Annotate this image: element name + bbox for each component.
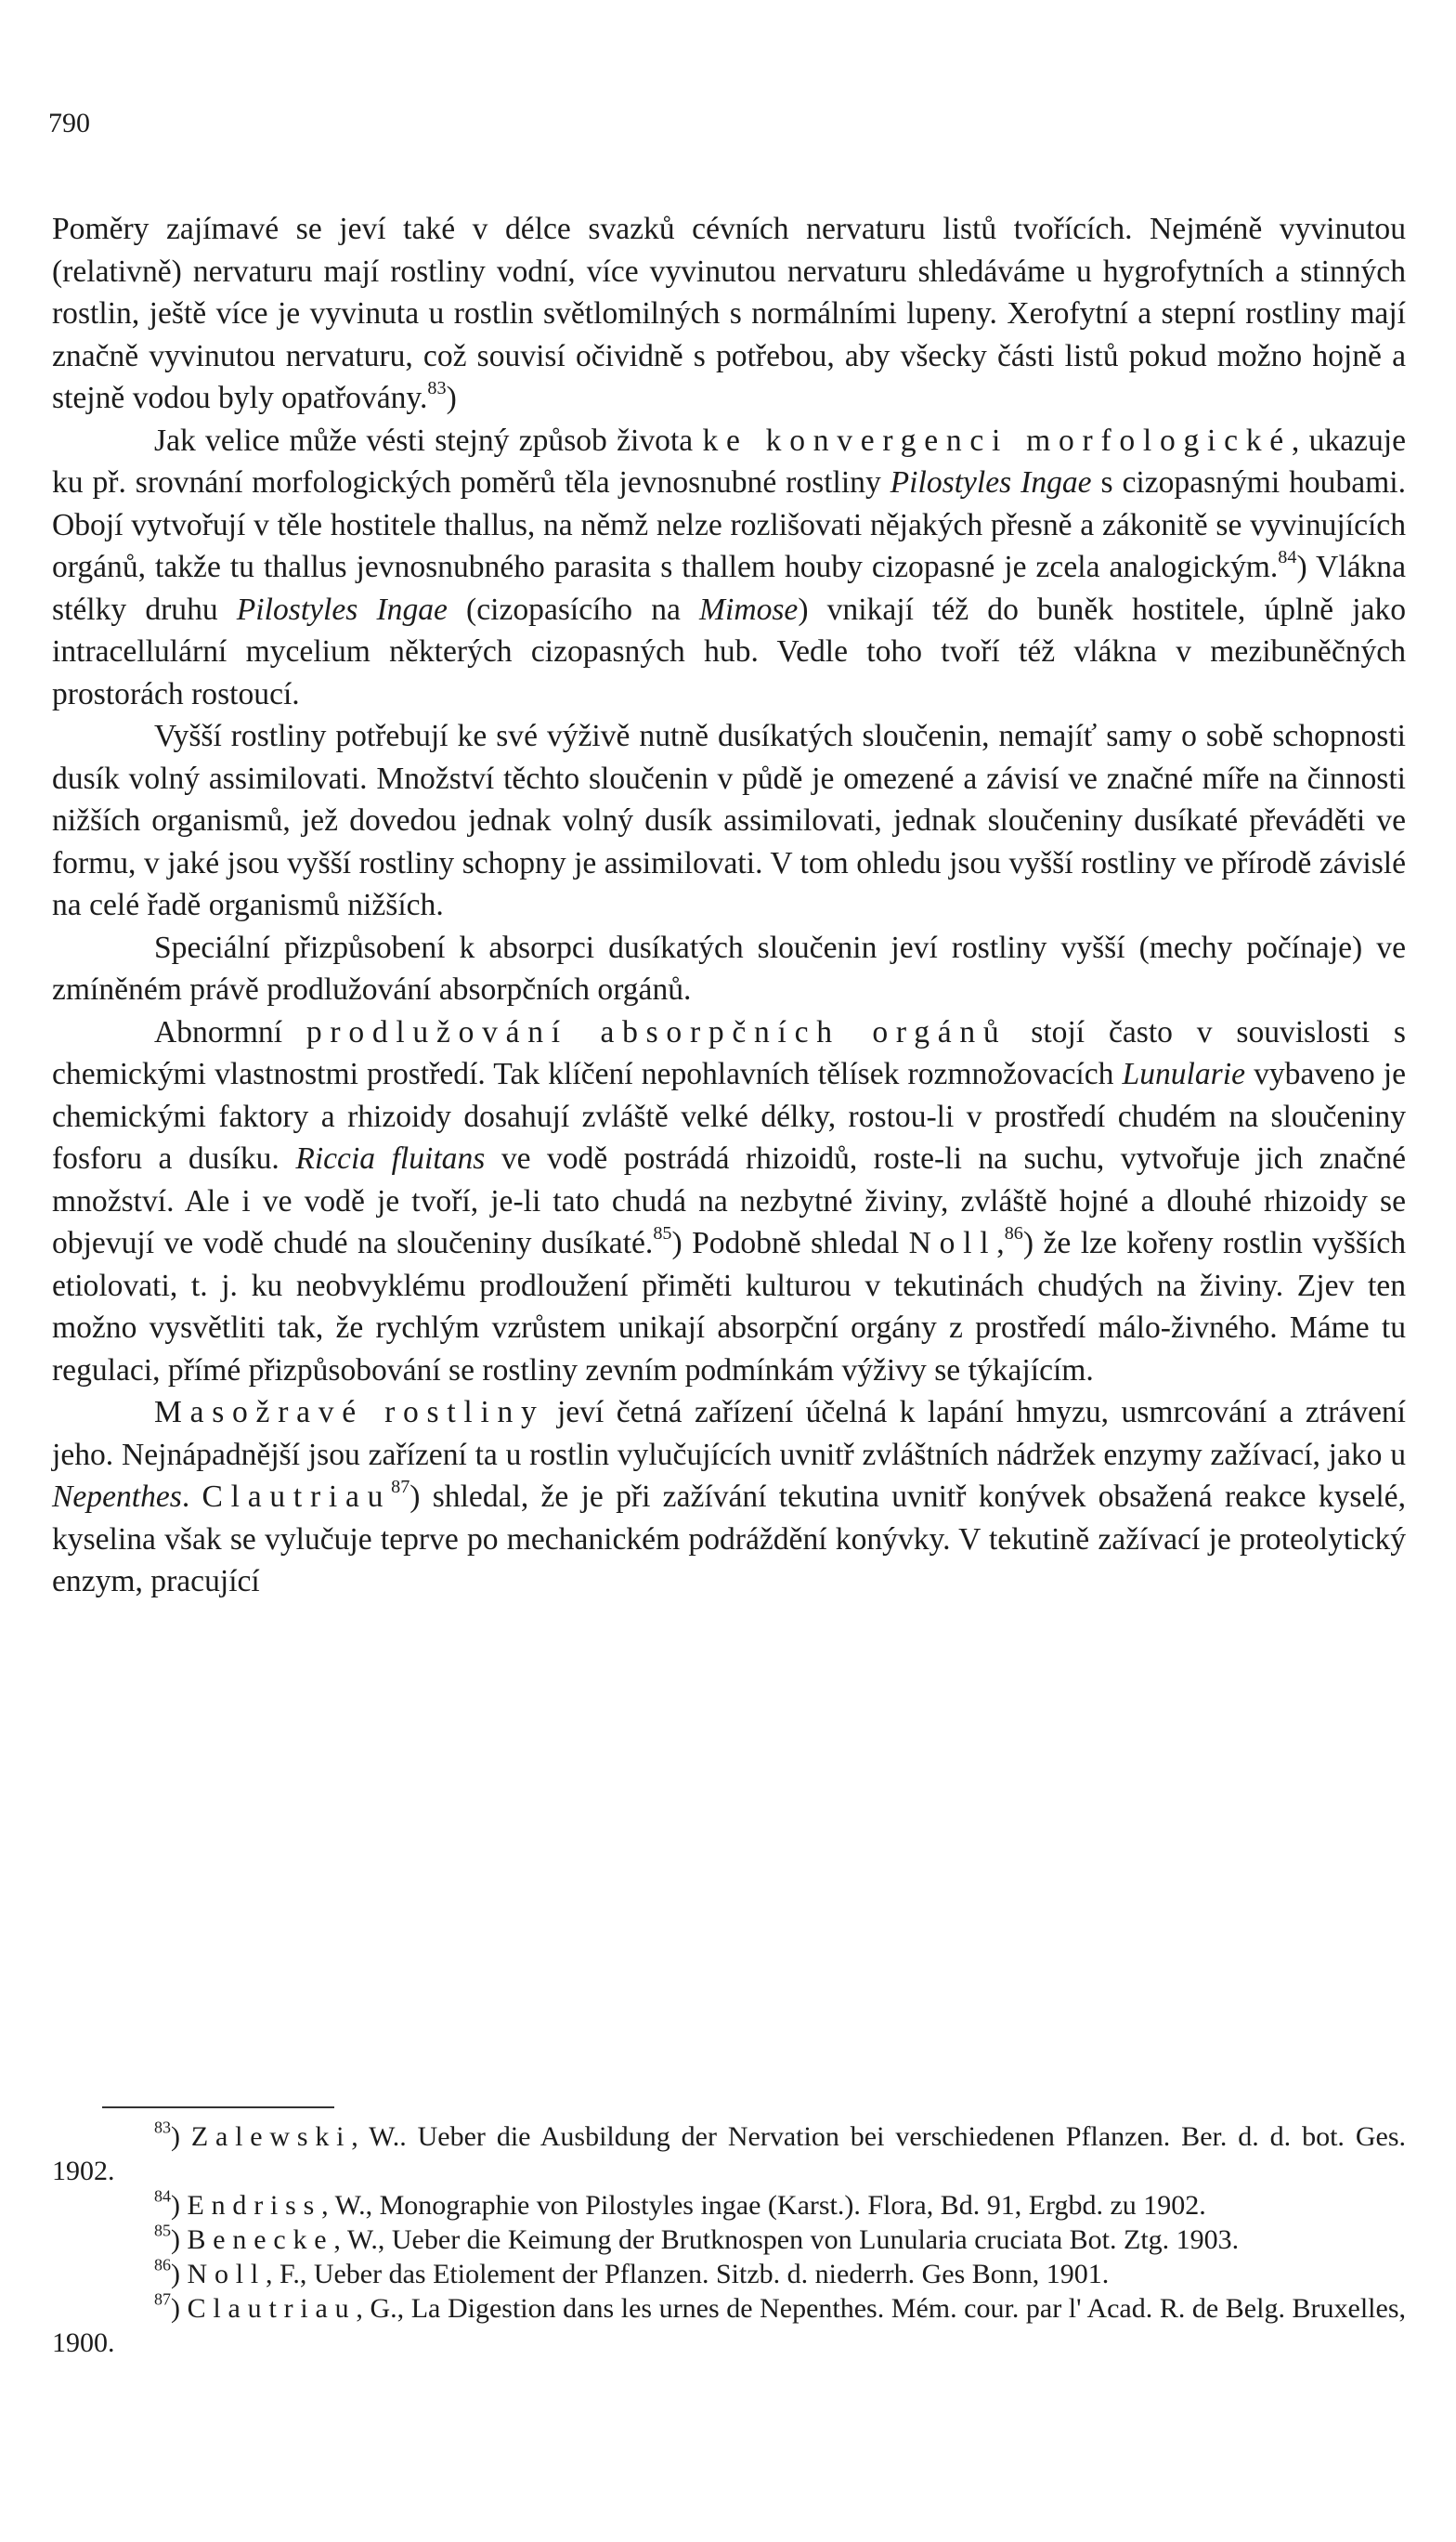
text-run: , W., Ueber die Keimung der Brutknospen von Lunularia cruciata Bot. Ztg. 1903. bbox=[333, 2224, 1240, 2255]
text-run: ) vnikají též do buněk hostitele, úplně jako intracellulární mycelium některých cizopasných hub. Vedle toho tvoří též vlákna v mezibuněčných prostorách rostoucí. bbox=[52, 592, 1406, 711]
spaced-emphasis: Noll bbox=[908, 1226, 997, 1260]
paragraph bbox=[52, 927, 1406, 1011]
paragraph bbox=[52, 420, 1406, 716]
footnote bbox=[52, 2188, 1406, 2223]
spaced-emphasis: Endriss bbox=[187, 2190, 322, 2221]
spaced-emphasis: Clautriau bbox=[187, 2293, 357, 2324]
paragraph bbox=[52, 1011, 1406, 1392]
text-run: ) Vlákna stélky druhu bbox=[52, 550, 1406, 627]
footnote bbox=[52, 2257, 1406, 2291]
reference-number: 87 bbox=[391, 1476, 410, 1497]
spaced-emphasis: Benecke bbox=[187, 2224, 334, 2255]
footnote bbox=[52, 2223, 1406, 2257]
text-run: (cizopasícího na bbox=[447, 592, 700, 627]
footnote bbox=[52, 2291, 1406, 2360]
paragraph bbox=[52, 208, 1406, 420]
text-run: Jak velice může vésti stejný způsob života bbox=[154, 423, 703, 458]
text-run: ) bbox=[171, 2121, 191, 2152]
spaced-emphasis: Clautriau bbox=[202, 1480, 392, 1514]
taxon-name: Lunularie bbox=[1122, 1057, 1245, 1091]
text-run: , G., La Digestion dans les urnes de Nepenthes. Mém. cour. par l' Acad. R. de Belg. Bruxelles, 1900. bbox=[52, 2293, 1406, 2358]
text-run: Poměry zajímavé se jeví také v délce svazků cévních nervaturu listů tvořících. Nejméně vyvinutou (relativně) nervaturu mají rostliny vodní, více vyvinutou nervaturu shledáváme u hygrofytních a stinných rostlin, ještě více je vyvinuta u rostlin světlomilných s normálními lupeny. Xerofytní a stepní rostliny mají značně vyvinutou nervaturu, což souvisí očividně s potřebou, aby všecky části listů pokud možno hojně a stejně vodou byly opatřovány. bbox=[52, 212, 1406, 415]
text-run: , F., Ueber das Etiolement der Pflanzen. Sitzb. d. niederrh. Ges Bonn, 1901. bbox=[266, 2259, 1110, 2289]
text-run: ) bbox=[171, 2293, 188, 2324]
text-run: Abnormní bbox=[154, 1014, 306, 1049]
spaced-emphasis: Noll bbox=[187, 2259, 266, 2289]
reference-number: 87 bbox=[154, 2289, 171, 2309]
text-run: , W.. Ueber die Ausbildung der Nervation bei verschiedenen Pflanzen. Ber. d. d. bot. Ges. 1902. bbox=[52, 2121, 1406, 2186]
page-number: 790 bbox=[48, 108, 90, 138]
text-run: jeví četná zařízení účelná k lapání hmyzu, usmrcování a ztrávení jeho. Nejnápadnější jsou zařízení ta u rostlin vylučujících uvnitř zvláštních nádržek enzymy zažívací, jako u bbox=[52, 1395, 1406, 1472]
text-run: s cizopasnými houbami. Obojí vytvořují v těle hostitele thallus, na němž nelze rozlišovati nějakých přesně a zákonitě se vyvinujících orgánů, takže tu thallus jevnosnubného parasita s thallem houby cizopasné je zcela analogickým. bbox=[52, 465, 1406, 584]
text-run: Speciální přizpůsobení k absorpci dusíkatých sloučenin jeví rostliny vyšší (mechy počínaje) ve zmíněném právě prodlužování absorpčních orgánů. bbox=[52, 930, 1406, 1007]
text-run: ve vodě postrádá rhizoidů, roste-li na suchu, vytvořuje jich značné množství. Ale i ve vodě je tvoří, je-li tato chudá na nezbytné živiny, zvláště hojné a dlouhé rhizoidy se objevují ve vodě chudé na sloučeniny dusíkaté. bbox=[52, 1141, 1407, 1260]
text-run: , bbox=[996, 1226, 1005, 1260]
paragraph bbox=[52, 715, 1406, 927]
reference-number: 84 bbox=[154, 2186, 171, 2206]
text-run: vybaveno je chemickými faktory a rhizoidy dosahují zvláště velké délky, rostou-li v prostředí chudém na sloučeniny fosforu a dusíku. bbox=[52, 1057, 1406, 1176]
reference-number: 84 bbox=[1278, 546, 1297, 567]
reference-number: 86 bbox=[154, 2255, 171, 2275]
spaced-emphasis: Zalewski bbox=[190, 2121, 352, 2152]
footnote bbox=[52, 2119, 1406, 2188]
spaced-emphasis: prodlužování absorpčních orgánů bbox=[306, 1014, 1008, 1049]
text-run: ) bbox=[171, 2224, 188, 2255]
text-run: , ukazuje ku př. srovnání morfologických poměrů těla jevnosnubné rostliny bbox=[52, 423, 1406, 500]
taxon-name: Nepenthes bbox=[52, 1480, 182, 1514]
footnote-divider bbox=[102, 2106, 334, 2108]
reference-number: 83 bbox=[154, 2118, 171, 2137]
text-run: Vyšší rostliny potřebují ke své výživě nutně dusíkatých sloučenin, nemajíť samy o sobě schopnosti dusík volný assimilovati. Množství těchto sloučenin v půdě je omezené a závisí ve značné míře na činnosti nižších organismů, jež dovedou jednak volný dusík assimilovati, jednak sloučeniny dusíkaté převáděti ve formu, v jaké jsou vyšší rostliny schopny je assimilovati. V tom ohledu jsou vyšší rostliny ve přírodě závislé na celé řadě organismů nižších. bbox=[52, 719, 1406, 922]
taxon-name: Mimose bbox=[699, 592, 799, 627]
taxon-name: Pilostyles Ingae bbox=[890, 465, 1092, 500]
text-run: ) shledal, že je při zažívání tekutina uvnitř konývek obsažená reakce kyselé, kyselina však se vylučuje teprve po mechanickém podráždění konývky. V tekutině zažívací je proteolytický enzym, pracující bbox=[52, 1480, 1406, 1598]
text-run: ) bbox=[446, 381, 457, 415]
reference-number: 85 bbox=[154, 2221, 171, 2240]
text-run: . bbox=[181, 1480, 202, 1514]
reference-number: 83 bbox=[427, 377, 447, 398]
text-run: stojí často v souvislosti s chemickými vlastnostmi prostředí. Tak klíčení nepohlavních tělísek rozmnožovacích bbox=[52, 1014, 1406, 1091]
text-run: ) bbox=[171, 2259, 188, 2289]
body-text bbox=[52, 208, 1406, 1603]
text-run: ) Podobně shledal bbox=[671, 1226, 909, 1260]
spaced-emphasis: Masožravé rostliny bbox=[154, 1395, 545, 1429]
taxon-name: Riccia fluitans bbox=[295, 1141, 486, 1176]
text-run: ) bbox=[171, 2190, 188, 2221]
paragraph bbox=[52, 1391, 1406, 1603]
footnotes bbox=[52, 2119, 1406, 2360]
taxon-name: Pilostyles Ingae bbox=[236, 592, 448, 627]
text-run: ) že lze kořeny rostlin vyšších etiolovati, t. j. ku neobvyklému prodloužení přiměti kulturou v tekutinách chudých na živiny. Zjev ten možno vysvětliti tak, že rychlým vzrůstem unikají absorpční orgány z prostředí málo-živného. Máme tu regulaci, přímé přizpůsobování se rostliny zevním podmínkám výživy se týkajícím. bbox=[52, 1226, 1406, 1388]
reference-number: 85 bbox=[653, 1222, 672, 1244]
spaced-emphasis: ke konvergenci morfologické bbox=[702, 423, 1292, 458]
reference-number: 86 bbox=[1004, 1222, 1023, 1244]
text-run: , W., Monographie von Pilostyles ingae (Karst.). Flora, Bd. 91, Ergbd. zu 1902. bbox=[321, 2190, 1206, 2221]
